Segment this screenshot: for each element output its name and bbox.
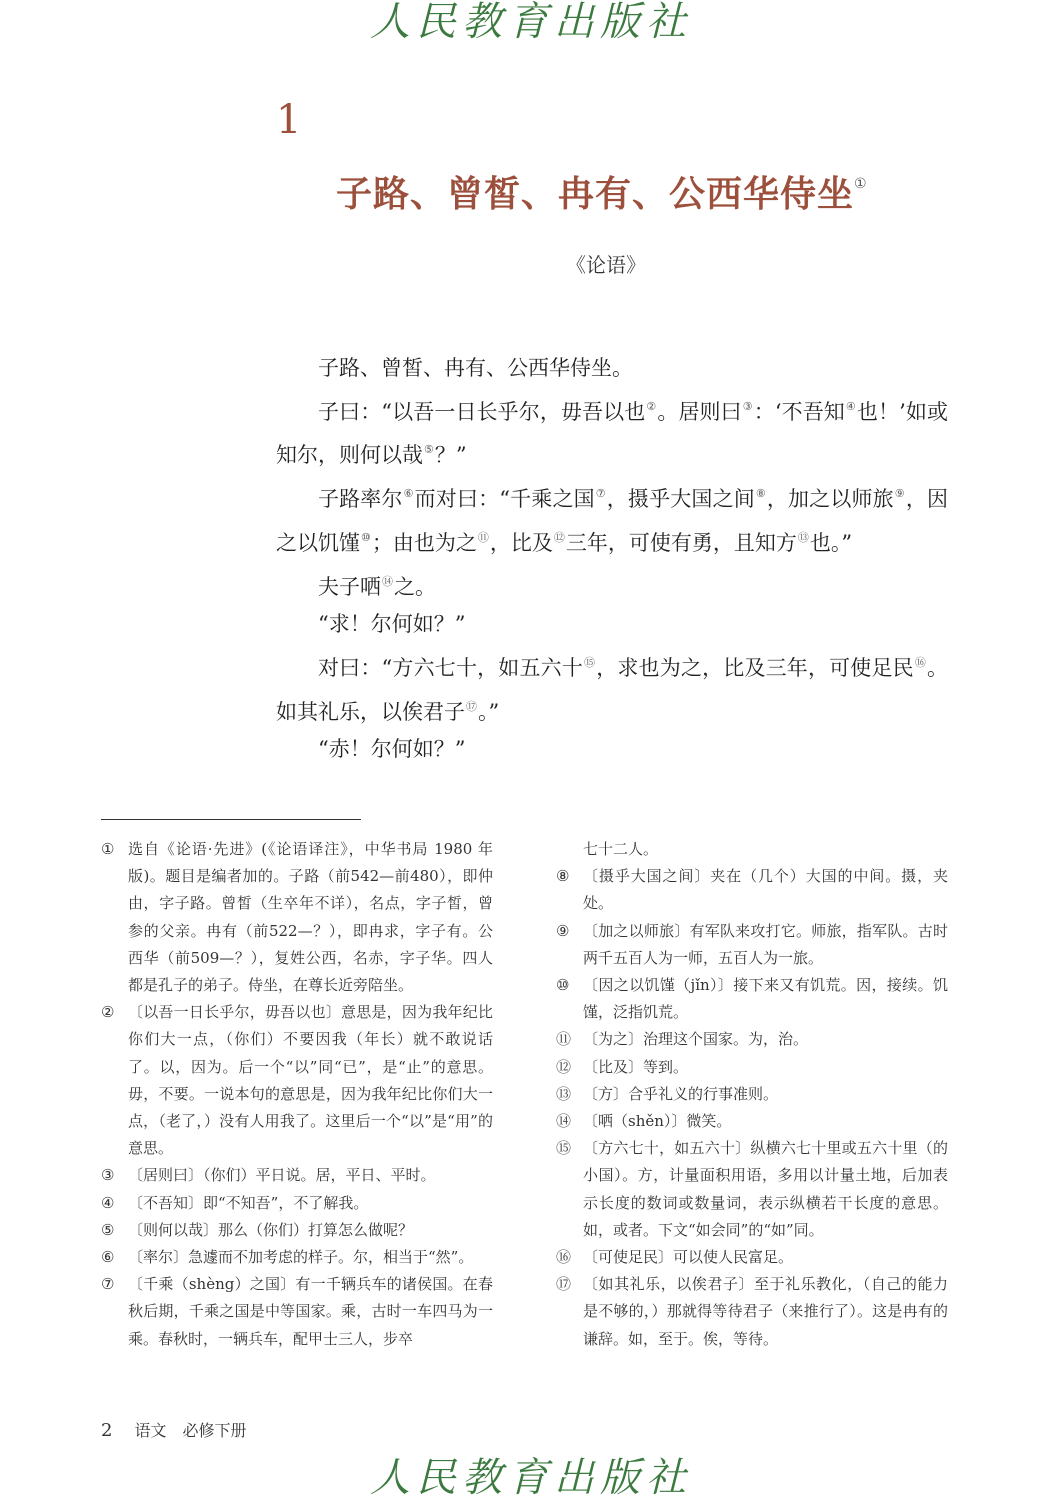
footnote-marker: ⑤	[101, 1220, 115, 1239]
footnote-text: 选自《论语·先进》(《论语译注》，中华书局 1980 年版)。题目是编者加的。子路（前542—前480），即仲由，字子路。曾皙（生卒年不详），名点，字子皙，曾参的父亲。冉有（前522—？），即冉求，字子有。公西华（前509—？），复姓公西，名赤，字子华。四人都是孔子的弟子。侍坐，在尊长近旁陪坐。	[128, 840, 493, 995]
text-run: 子路率尔	[318, 487, 403, 512]
footnote-ref: ⑭	[382, 574, 393, 588]
title-footnote-marker: ①	[854, 176, 868, 192]
footnote-item	[556, 863, 948, 917]
footnote-item	[556, 1108, 948, 1135]
footnote-marker: ②	[101, 1003, 115, 1022]
footnote-ref: ⑨	[894, 487, 905, 501]
text-run: 。如其礼乐，以俟君子	[276, 655, 949, 724]
footnote-text: 〔因之以饥馑（jǐn）〕接下来又有饥荒。因，接续。饥馑，泛指饥荒。	[583, 976, 948, 1022]
footnote-ref: ⑪	[477, 530, 489, 544]
footnote-ref: ③	[742, 399, 753, 413]
text-run: 子曰：“以吾一日长乎尔，毋吾以也	[318, 399, 646, 424]
footnote-marker: ⑧	[556, 867, 570, 886]
footnote-ref: ⑮	[584, 655, 596, 669]
text-run: 也！’如或知尔，则何以哉	[276, 399, 948, 468]
lesson-source: 《论语》	[566, 253, 646, 277]
text-run: ，求也为之，比及三年，可使足民	[596, 655, 914, 680]
footnote-marker: ⑥	[101, 1248, 115, 1267]
footnote-text: 〔方〕合乎礼义的行事准则。	[583, 1084, 779, 1103]
footnote-marker: ⑮	[556, 1139, 572, 1158]
footnote-ref: ⑩	[361, 530, 371, 544]
paragraph-4	[276, 563, 948, 607]
paragraph-2	[276, 388, 948, 475]
footnote-marker: ⑯	[556, 1248, 572, 1267]
footnote-item	[556, 1026, 948, 1053]
footnote-marker: ⑬	[556, 1084, 572, 1103]
footnote-text: 〔加之以师旅〕有军队来攻打它。师旅，指军队。古时两千五百人为一师，五百人为一旅。	[583, 921, 948, 967]
main-text	[276, 350, 948, 769]
footnote-item	[556, 1081, 948, 1108]
paragraph-6	[276, 644, 948, 731]
footnote-marker: ⑩	[556, 976, 570, 995]
footnote-text: 〔为之〕治理这个国家。为，治。	[583, 1030, 809, 1049]
footnote-item	[556, 918, 948, 972]
footnote-ref: ②	[646, 399, 657, 413]
text-run: ，加之以师旅	[766, 487, 894, 512]
footnote-marker: ⑰	[556, 1275, 572, 1294]
footnote-item	[556, 1135, 948, 1244]
footnote-text: 〔居则曰〕（你们）平日说。居，平日、平时。	[128, 1166, 436, 1185]
footnotes-left-column	[101, 836, 493, 1353]
text-run: ；由也为之	[371, 530, 477, 555]
page-number: 2	[101, 1420, 113, 1441]
footnote-ref: ⑥	[403, 487, 414, 501]
footnote-item	[101, 1190, 493, 1217]
footnote-item	[101, 1271, 493, 1353]
footnotes-right-column	[556, 836, 948, 1353]
footnote-ref: ⑫	[553, 530, 565, 544]
footnote-item	[101, 1217, 493, 1244]
footnote-item	[556, 972, 948, 1026]
footnote-text: 〔哂（shěn）〕微笑。	[583, 1112, 732, 1131]
text-run: ，比及	[489, 530, 553, 555]
footnote-text: 〔如其礼乐，以俟君子〕至于礼乐教化，（自己的能力是不够的，）那就得等待君子（来推行了）。这是冉有的谦辞。如，至于。俟，等待。	[583, 1275, 948, 1348]
footnote-ref: ⑬	[797, 530, 809, 544]
paragraph-5: “求！尔何如？”	[318, 612, 466, 637]
lesson-title	[336, 175, 868, 215]
book-title: 语文 必修下册	[134, 1421, 247, 1440]
footnote-text: 〔以吾一日长乎尔，毋吾以也〕意思是，因为我年纪比你们大一点，（你们）不要因我（年长）就不敢说话了。以，因为。后一个“以”同“已”，是“止”的意思。毋，不要。一说本句的意思是，因为我年纪比你们大一点，（老了，）没有人用我了。这里后一个“以”是“用”的意思。	[128, 1003, 493, 1158]
publisher-logo-top: 人民教育出版社	[370, 0, 692, 45]
footnote-text: 〔比及〕等到。	[583, 1057, 689, 1076]
footnote-ref: ⑦	[595, 487, 606, 501]
text-run: 。”	[478, 699, 500, 724]
footnote-item	[556, 1054, 948, 1081]
publisher-logo-bottom: 人民教育出版社	[370, 1455, 692, 1501]
footnote-text: 〔率尔〕急遽而不加考虑的样子。尔，相当于“然”。	[128, 1248, 474, 1267]
footnote-marker: ⑪	[556, 1030, 572, 1049]
text-run: ？”	[434, 443, 467, 468]
footnote-item	[556, 1271, 948, 1353]
footnote-ref: ⑯	[914, 655, 927, 669]
footnote-marker: ⑫	[556, 1057, 572, 1076]
footnote-text: 〔可使足民〕可以使人民富足。	[583, 1248, 794, 1267]
footnote-ref: ⑧	[755, 487, 766, 501]
text-run: 而对曰：“千乘之国	[414, 487, 595, 512]
text-run: 之。	[394, 574, 436, 599]
text-run: 对曰：“方六七十，如五六十	[318, 655, 584, 680]
paragraph-1: 子路、曾皙、冉有、公西华侍坐。	[318, 356, 633, 380]
footnote-text: 〔则何以哉〕那么（你们）打算怎么做呢？	[128, 1220, 414, 1239]
footnote-marker: ③	[101, 1166, 115, 1185]
footnote-marker: ⑭	[556, 1112, 572, 1131]
footnote-marker: ⑨	[556, 921, 570, 940]
text-run: 也。”	[809, 530, 853, 555]
footnote-continuation: 七十二人。	[583, 840, 659, 858]
paragraph-3	[276, 475, 948, 562]
lesson-number: 1	[276, 97, 302, 143]
footnote-item	[101, 999, 493, 1162]
footnote-item	[101, 1162, 493, 1189]
footnote-text: 〔摄乎大国之间〕夹在（几个）大国的中间。摄，夹处。	[583, 867, 948, 913]
text-run: ：‘不吾知	[753, 399, 845, 424]
footnote-ref: ⑰	[466, 699, 477, 713]
text-run: ，因之以饥馑	[276, 487, 948, 555]
footnote-ref: ⑤	[424, 443, 434, 457]
text-run: 。居则曰	[657, 399, 742, 424]
lesson-title-text: 子路、曾皙、冉有、公西华侍坐	[336, 174, 855, 215]
paragraph-7: “赤！尔何如？”	[318, 737, 466, 762]
page-footer	[101, 1418, 246, 1441]
footnote-marker: ④	[101, 1193, 115, 1212]
text-run: ，摄乎大国之间	[606, 487, 755, 512]
footnote-item	[101, 836, 493, 999]
footnote-ref: ④	[845, 399, 856, 413]
footnote-divider	[101, 819, 361, 820]
footnote-marker: ⑦	[101, 1275, 115, 1294]
footnote-text: 〔方六七十，如五六十〕纵横六七十里或五六十里（的小国）。方，计量面积用语，多用以计量土地，后加表示长度的数词或数量词，表示纵横若干长度的意思。如，或者。下文“如会同”的“如”同。	[583, 1139, 948, 1239]
footnote-marker: ①	[101, 840, 115, 858]
footnote-text: 〔不吾知〕即“不知吾”，不了解我。	[128, 1193, 369, 1212]
text-run: 三年，可使有勇，且知方	[565, 530, 797, 555]
footnote-text: 〔千乘（shèng）之国〕有一千辆兵车的诸侯国。在春秋后期，千乘之国是中等国家。乘，古时一车四马为一乘。春秋时，一辆兵车，配甲士三人，步卒	[128, 1275, 493, 1348]
footnote-item	[556, 1244, 948, 1271]
text-run: 夫子哂	[318, 574, 381, 599]
footnote-item	[101, 1244, 493, 1271]
